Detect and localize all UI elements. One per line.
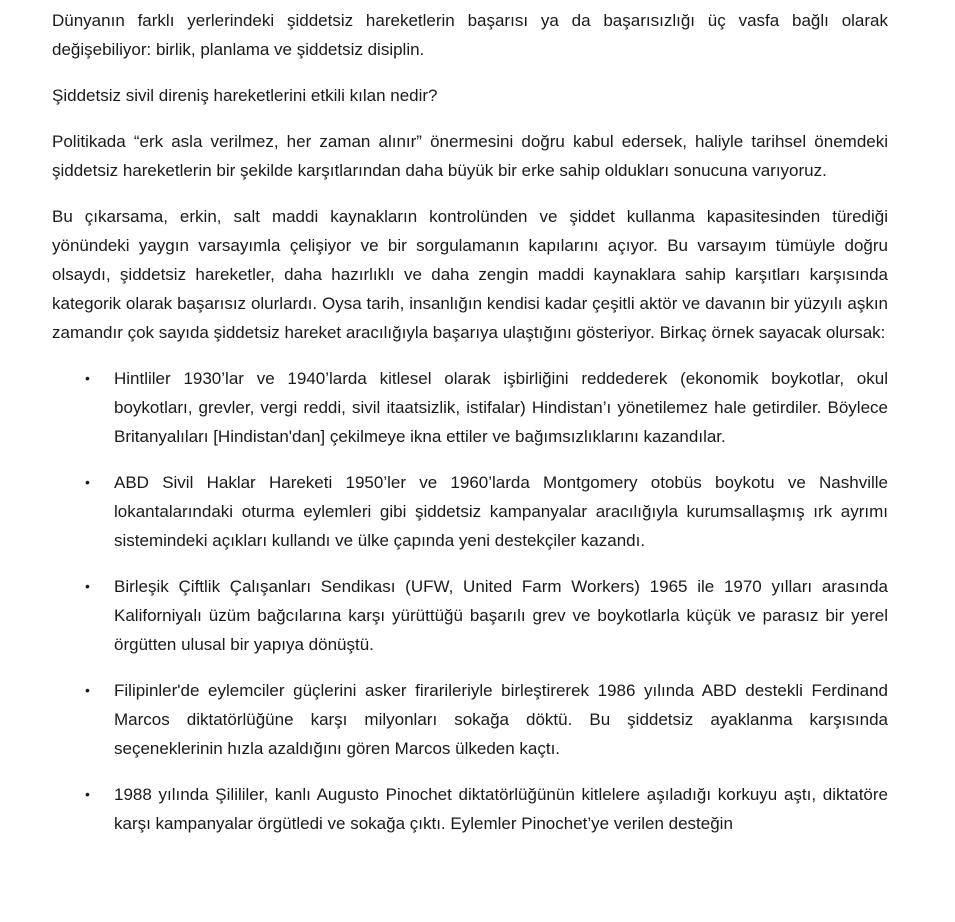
bullet-icon: • xyxy=(85,578,90,594)
question-heading: Şiddetsiz sivil direniş hareketlerini etkili kılan nedir? xyxy=(52,86,438,105)
list-item xyxy=(52,676,888,763)
bullet-icon: • xyxy=(85,682,90,698)
examples-list xyxy=(52,364,888,838)
list-item xyxy=(52,468,888,555)
list-item-text: Filipinler'de eylemciler güçlerini asker firarileriyle birleştirerek 1986 yılında ABD destekli Ferdinand Marcos diktatörlüğüne karşı milyonları sokağa döktü. Bu şiddetsiz ayaklanma karşısında seçeneklerinin hızla azaldığını gören Marcos ülkeden kaçtı. xyxy=(114,681,888,758)
list-item xyxy=(52,572,888,659)
power-paragraph: Politikada “erk asla verilmez, her zaman alınır” önermesini doğru kabul edersek, haliyle tarihsel önemdeki şiddetsiz hareketlerin bir şekilde karşıtlarından daha büyük bir erke sahip oldukları sonucuna varıyoruz. xyxy=(52,132,888,180)
inference-paragraph: Bu çıkarsama, erkin, salt maddi kaynakların kontrolünden ve şiddet kullanma kapasitesinden türediği yönündeki yaygın varsayımla çelişiyor ve bir sorgulamanın kapılarını açıyor. Bu varsayım tümüyle doğru olsaydı, şiddetsiz hareketler, daha hazırlıklı ve daha zengin maddi kaynaklara sahip karşıtları karşısında kategorik olarak başarısız olurlardı. Oysa tarih, insanlığın kendisi kadar çeşitli aktör ve davanın bir yüzyılı aşkın zamandır çok sayıda şiddetsiz hareket aracılığıyla başarıya ulaştığını gösteriyor. Birkaç örnek sayacak olursak: xyxy=(52,207,888,342)
document-body xyxy=(52,6,888,855)
list-item-text: Hintliler 1930’lar ve 1940’larda kitlesel olarak işbirliğini reddederek (ekonomik boykotlar, okul boykotları, grevler, vergi reddi, sivil itaatsizlik, istifalar) Hindistan’ı yönetilemez hale getirdiler. Böylece Britanyalıları [Hindistan'dan] çekilmeye ikna ettiler ve bağımsızlıklarını kazandılar. xyxy=(114,369,888,446)
list-item xyxy=(52,364,888,451)
bullet-icon: • xyxy=(85,786,90,802)
list-item-text: ABD Sivil Haklar Hareketi 1950’ler ve 1960’larda Montgomery otobüs boykotu ve Nashville lokantalarındaki oturma eylemleri gibi şiddetsiz kampanyalar aracılığıyla kurumsallaşmış ırk ayrımı sistemindeki açıkları kullandı ve ülke çapında yeni destekçiler kazandı. xyxy=(114,473,888,550)
list-item-text: 1988 yılında Şilililer, kanlı Augusto Pinochet diktatörlüğünün kitlelere aşıladığı korkuyu aştı, diktatöre karşı kampanyalar örgütledi ve sokağa çıktı. Eylemler Pinochet’ye verilen desteğin xyxy=(114,785,888,833)
list-item xyxy=(52,780,888,838)
bullet-icon: • xyxy=(85,474,90,490)
list-item-text: Birleşik Çiftlik Çalışanları Sendikası (UFW, United Farm Workers) 1965 ile 1970 yılları arasında Kaliforniyalı üzüm bağcılarına karşı yürüttüğü başarılı grev ve boykotlarla küçük ve parasız bir yerel örgütten ulusal bir yapıya dönüştü. xyxy=(114,577,888,654)
intro-paragraph: Dünyanın farklı yerlerindeki şiddetsiz hareketlerin başarısı ya da başarısızlığı üç vasfa bağlı olarak değişebiliyor: birlik, planlama ve şiddetsiz disiplin. xyxy=(52,11,888,59)
bullet-icon: • xyxy=(85,370,90,386)
